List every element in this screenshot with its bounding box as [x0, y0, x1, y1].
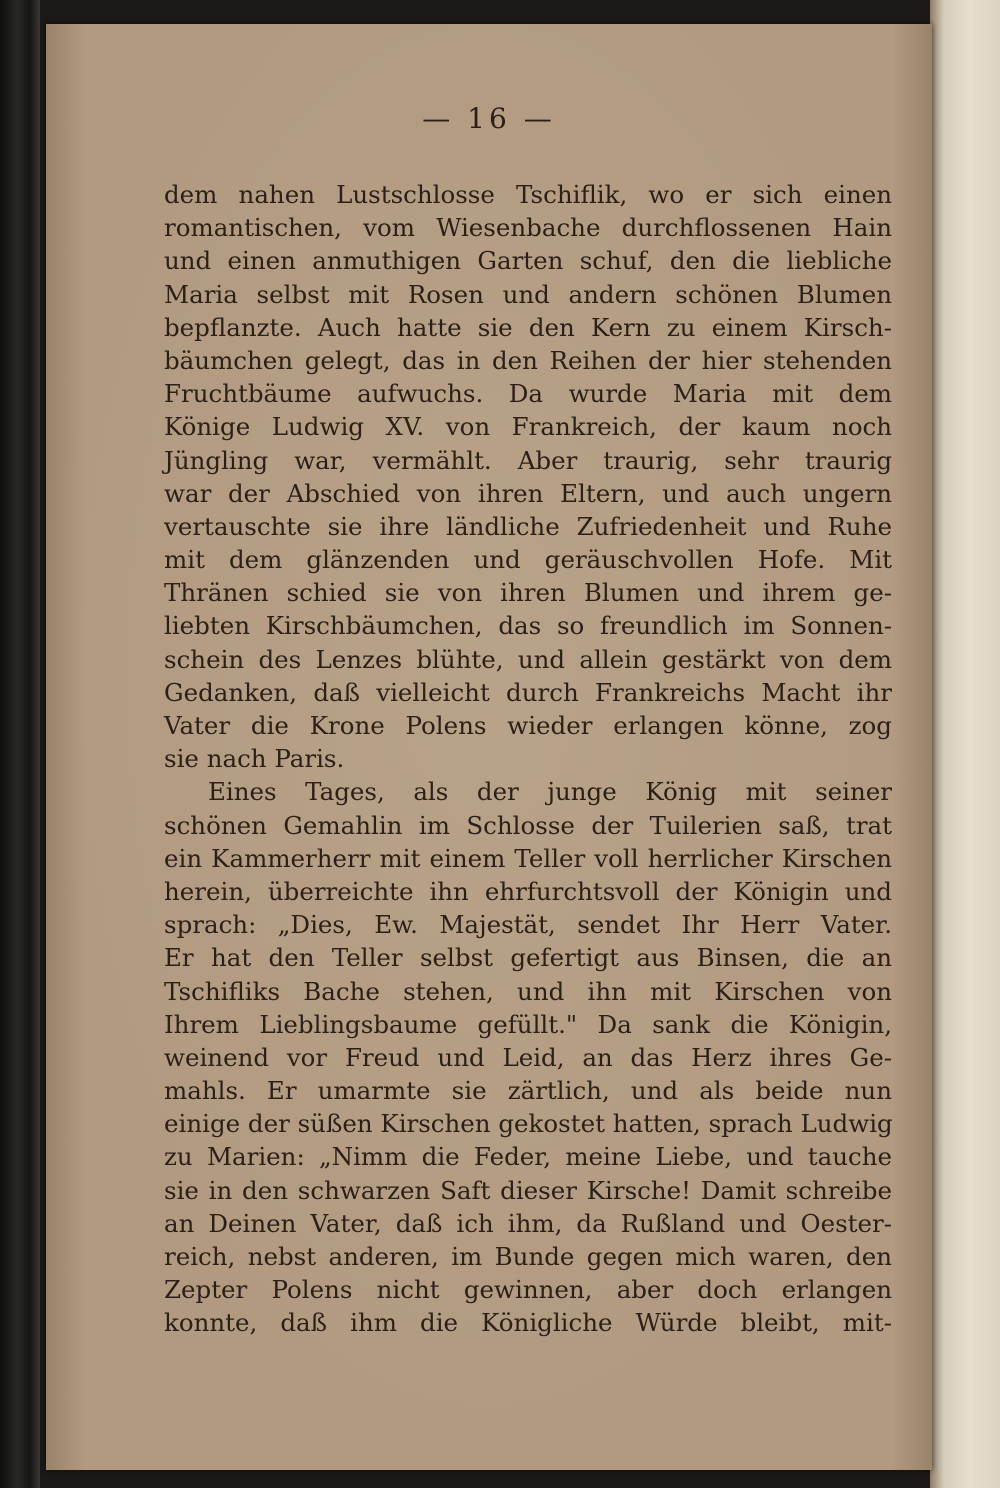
text-line: Tschifliks Bache stehen, und ihn mit Kirschen von — [164, 976, 892, 1006]
text-line: Fruchtbäume aufwuchs. Da wurde Maria mit dem — [164, 379, 892, 409]
text-line: schein des Lenzes blühte, und allein gestärkt von dem — [164, 644, 892, 674]
text-line: Jüngling war, vermählt. Aber traurig, sehr traurig — [164, 445, 892, 475]
text-line: sie nach Paris. — [164, 744, 345, 774]
text-line: romantischen, vom Wiesenbache durchflossenen Hain — [164, 213, 892, 243]
text-line: liebten Kirschbäumchen, das so freundlich im Sonnen- — [164, 611, 892, 641]
text-line: Vater die Krone Polens wieder erlangen könne, zog — [164, 711, 892, 740]
text-line: ein Kammerherr mit einem Teller voll herrlicher Kirschen — [164, 843, 892, 873]
text-line: reich, nebst anderen, im Bunde gegen mich waren, den — [164, 1242, 892, 1271]
text-line: vertauschte sie ihre ländliche Zufriedenheit und Ruhe — [164, 511, 892, 541]
text-line: sie in den schwarzen Saft dieser Kirsche! Damit schreibe — [164, 1175, 892, 1205]
page-number: — 16 — — [422, 102, 556, 135]
body-text — [164, 178, 892, 1340]
text-line: Zepter Polens nicht gewinnen, aber doch erlangen — [164, 1275, 892, 1305]
text-line: einige der süßen Kirschen gekostet hatten, sprach Ludwig — [164, 1109, 893, 1139]
text-line: Gedanken, daß vielleicht durch Frankreichs Macht ihr — [164, 677, 892, 707]
text-line: Ihrem Lieblingsbaume gefüllt." Da sank die Königin, — [164, 1009, 892, 1039]
text-line: herein, überreichte ihn ehrfurchtsvoll der Königin und — [164, 876, 892, 906]
text-line-paragraph-start: Eines Tages, als der junge König mit seiner — [208, 777, 892, 807]
text-line: zu Marien: „Nimm die Feder, meine Liebe, und tauche — [164, 1142, 892, 1172]
text-line: dem nahen Lustschlosse Tschiflik, wo er sich einen — [164, 180, 892, 209]
text-line: bepflanzte. Auch hatte sie den Kern zu einem Kirsch- — [164, 312, 892, 342]
text-line: war der Abschied von ihren Eltern, und auch ungern — [164, 478, 892, 508]
text-line: mahls. Er umarmte sie zärtlich, und als beide nun — [164, 1076, 892, 1106]
text-line: konnte, daß ihm die Königliche Würde bleibt, mit- — [164, 1308, 892, 1338]
text-line: und einen anmuthigen Garten schuf, den die liebliche — [164, 246, 892, 276]
page-edge-right — [930, 0, 1000, 1488]
text-line: weinend vor Freud und Leid, an das Herz ihres Ge- — [164, 1042, 892, 1072]
text-line: an Deinen Vater, daß ich ihm, da Rußland und Oester- — [164, 1208, 892, 1238]
book-page — [46, 24, 932, 1470]
text-line: sprach: „Dies, Ew. Majestät, sendet Ihr Herr Vater. — [164, 910, 892, 940]
text-line: Thränen schied sie von ihren Blumen und ihrem ge- — [164, 578, 892, 608]
text-line: mit dem glänzenden und geräuschvollen Hofe. Mit — [164, 545, 892, 575]
text-line: Könige Ludwig XV. von Frankreich, der kaum noch — [164, 412, 892, 442]
book-cover-edge — [0, 0, 40, 1488]
text-line: schönen Gemahlin im Schlosse der Tuilerien saß, trat — [164, 810, 892, 840]
text-line: bäumchen gelegt, das in den Reihen der hier stehenden — [164, 345, 892, 375]
text-line: Maria selbst mit Rosen und andern schönen Blumen — [164, 279, 892, 309]
text-line: Er hat den Teller selbst gefertigt aus Binsen, die an — [164, 943, 892, 973]
